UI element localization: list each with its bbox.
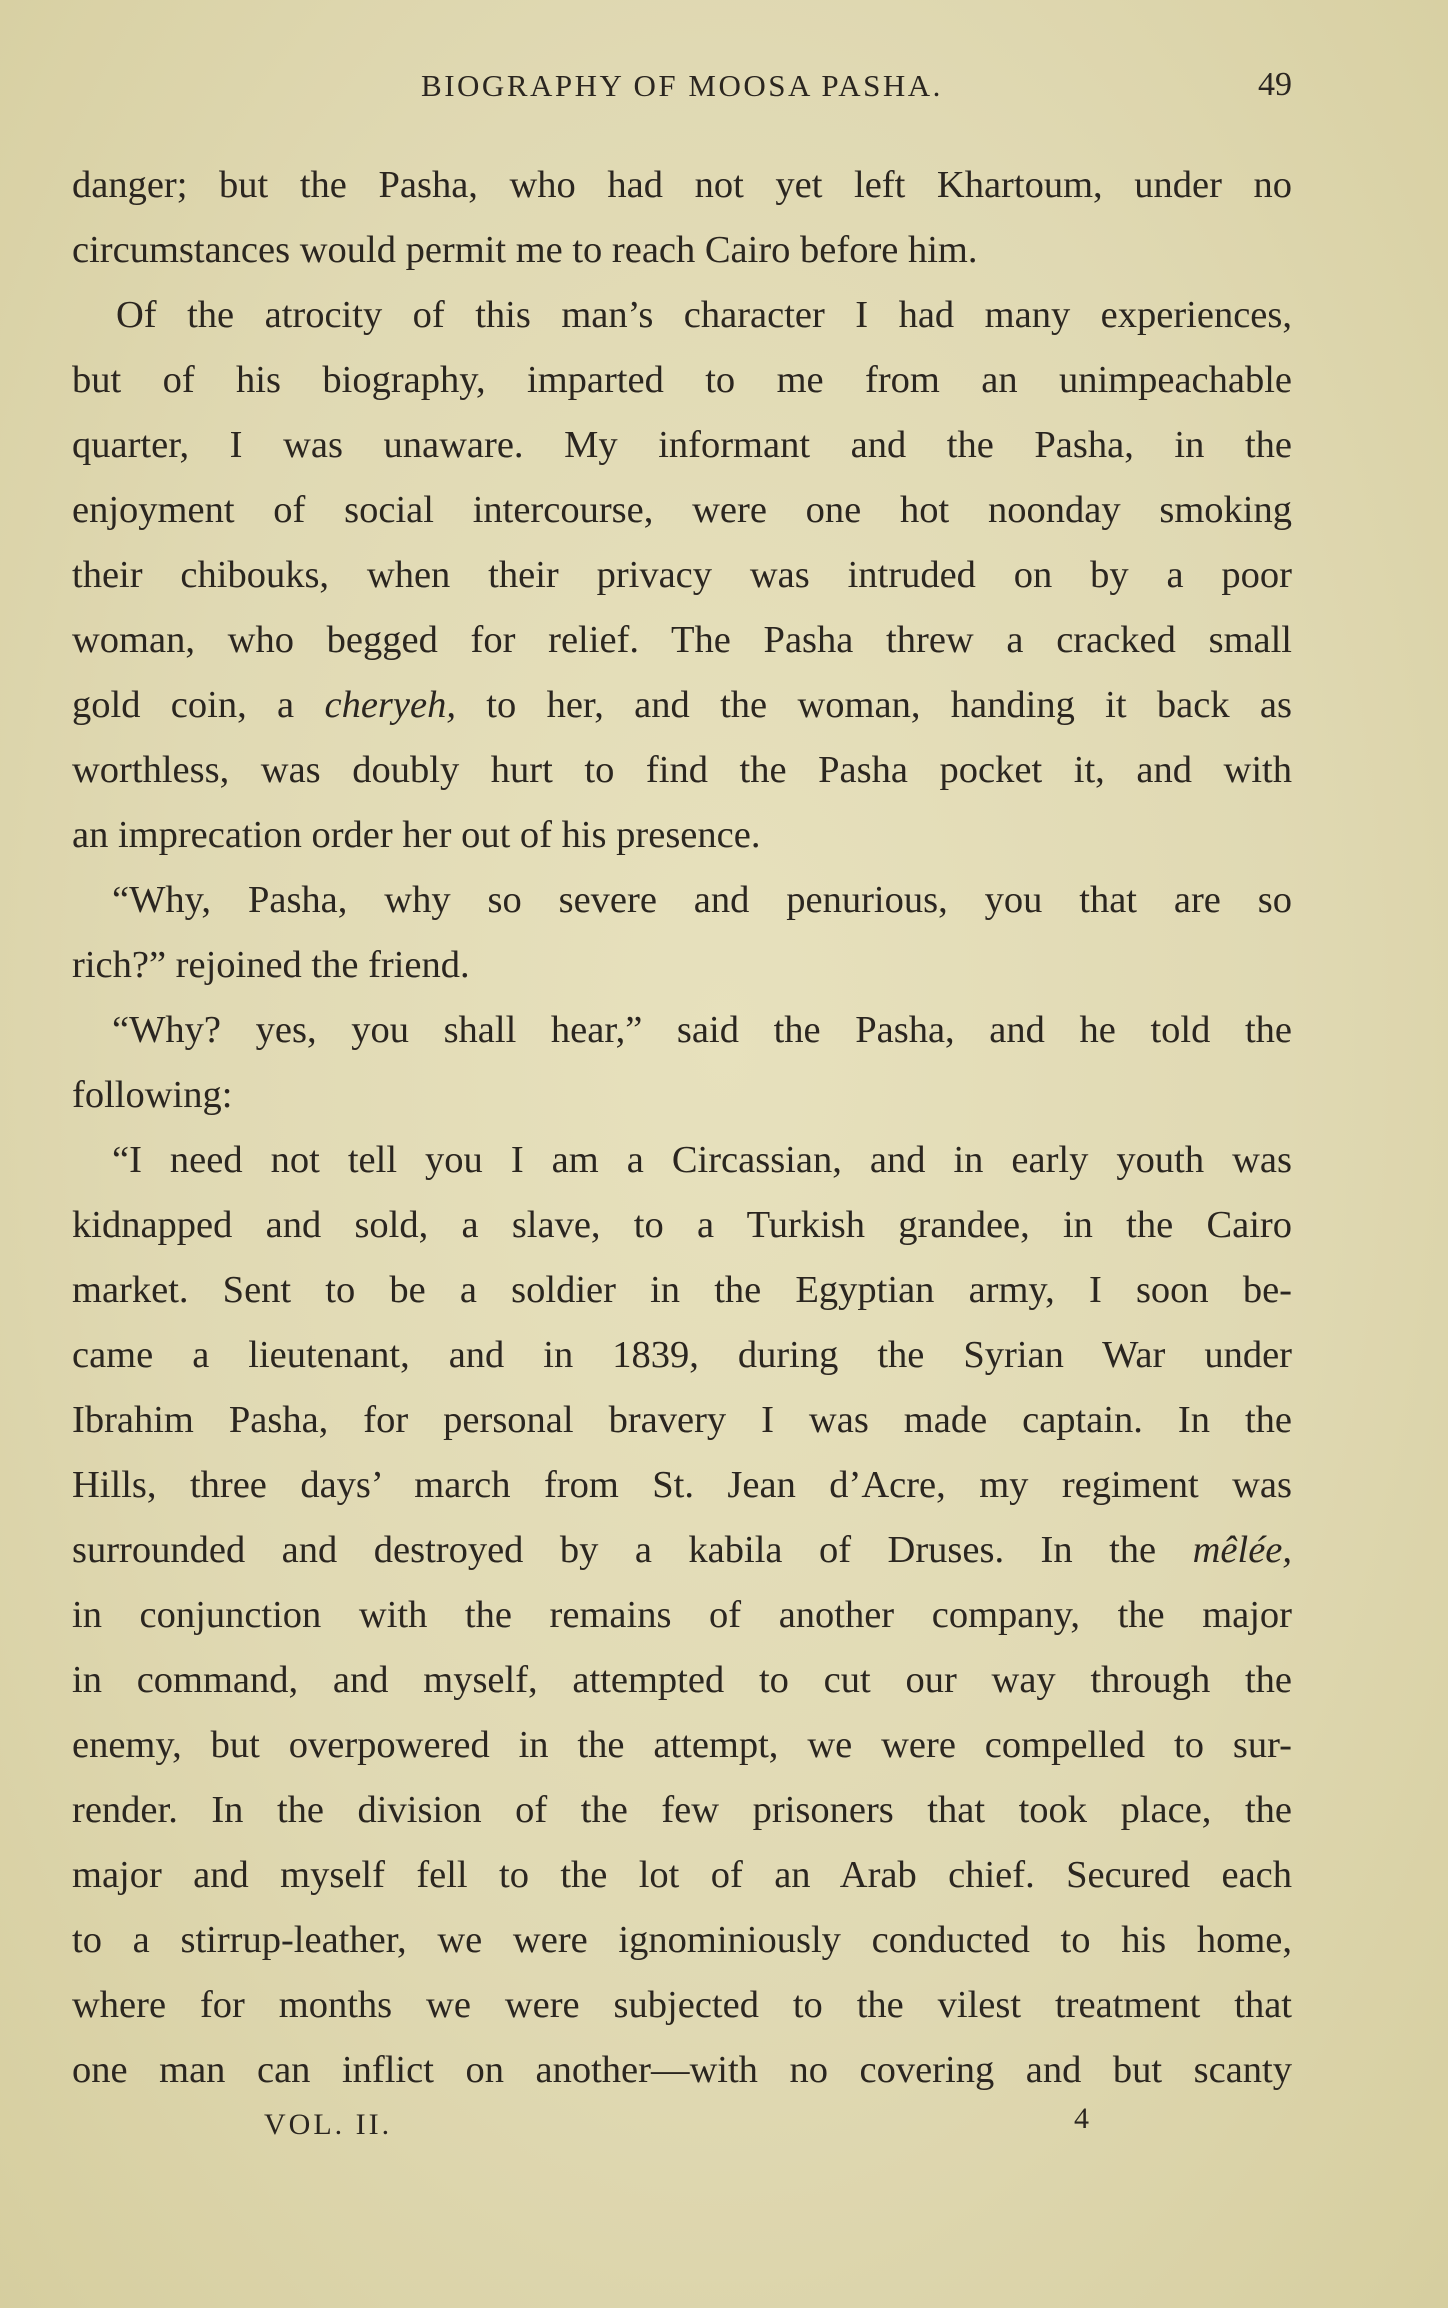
text-line: Hills, three days’ march from St. Jean d’Acre, my regiment was xyxy=(72,1464,1292,1506)
text-line: enemy, but overpowered in the attempt, we were compelled to sur- xyxy=(72,1724,1292,1766)
body-text xyxy=(72,153,1292,2103)
volume-signature: VOL. II. xyxy=(264,2108,393,2141)
text-line: major and myself fell to the lot of an Arab chief. Secured each xyxy=(72,1854,1292,1896)
text-line: Ibrahim Pasha, for personal bravery I was made captain. In the xyxy=(72,1399,1292,1441)
text-line xyxy=(72,673,1292,738)
page-number: 49 xyxy=(1258,66,1292,103)
text-line: to a stirrup-leather, we were ignominiously conducted to his home, xyxy=(72,1919,1292,1961)
text-line: “I need not tell you I am a Circassian, and in early youth was xyxy=(112,1139,1292,1181)
page-footer xyxy=(72,2102,1292,2158)
text-line: render. In the division of the few prisoners that took place, the xyxy=(72,1789,1292,1831)
text-fragment: gold coin, a xyxy=(72,684,325,726)
text-line: in conjunction with the remains of another company, the major xyxy=(72,1594,1292,1636)
text-line: following: xyxy=(72,1074,233,1116)
text-line: an imprecation order her out of his presence. xyxy=(72,814,761,856)
text-line xyxy=(72,1518,1292,1583)
text-fragment: surrounded and destroyed by a kabila of Druses. In the xyxy=(72,1529,1193,1571)
sheet-number: 4 xyxy=(1074,2102,1089,2135)
text-line: kidnapped and sold, a slave, to a Turkish grandee, in the Cairo xyxy=(72,1204,1292,1246)
text-fragment: to her, and the woman, handing it back as xyxy=(455,684,1292,726)
text-line: woman, who begged for relief. The Pasha threw a cracked small xyxy=(72,619,1292,661)
text-line: “Why? yes, you shall hear,” said the Pasha, and he told the xyxy=(112,1009,1292,1051)
text-line: where for months we were subjected to the vilest treatment that xyxy=(72,1984,1292,2026)
text-line: rich?” rejoined the friend. xyxy=(72,944,470,986)
text-line: one man can inflict on another—with no covering and but scanty xyxy=(72,2049,1292,2091)
text-line: circumstances would permit me to reach Cairo before him. xyxy=(72,229,978,271)
text-line: danger; but the Pasha, who had not yet left Khartoum, under no xyxy=(72,164,1292,206)
text-line: came a lieutenant, and in 1839, during the Syrian War under xyxy=(72,1334,1292,1376)
text-line: Of the atrocity of this man’s character I had many experiences, xyxy=(116,294,1292,336)
page-header xyxy=(72,62,1292,110)
text-line: in command, and myself, attempted to cut our way through the xyxy=(72,1659,1292,1701)
text-line: market. Sent to be a soldier in the Egyptian army, I soon be- xyxy=(72,1269,1292,1311)
running-head: BIOGRAPHY OF MOOSA PASHA. xyxy=(421,68,943,103)
text-line: their chibouks, when their privacy was intruded on by a poor xyxy=(72,554,1292,596)
text-line: “Why, Pasha, why so severe and penurious, you that are so xyxy=(112,879,1292,921)
text-line: but of his biography, imparted to me from an unimpeachable xyxy=(72,359,1292,401)
text-line: quarter, I was unaware. My informant and the Pasha, in the xyxy=(72,424,1292,466)
italic-term: mêlée, xyxy=(1192,1529,1292,1571)
text-line: enjoyment of social intercourse, were one hot noonday smoking xyxy=(72,489,1292,531)
italic-term: cheryeh, xyxy=(324,684,456,726)
text-line: worthless, was doubly hurt to find the Pasha pocket it, and with xyxy=(72,749,1292,791)
